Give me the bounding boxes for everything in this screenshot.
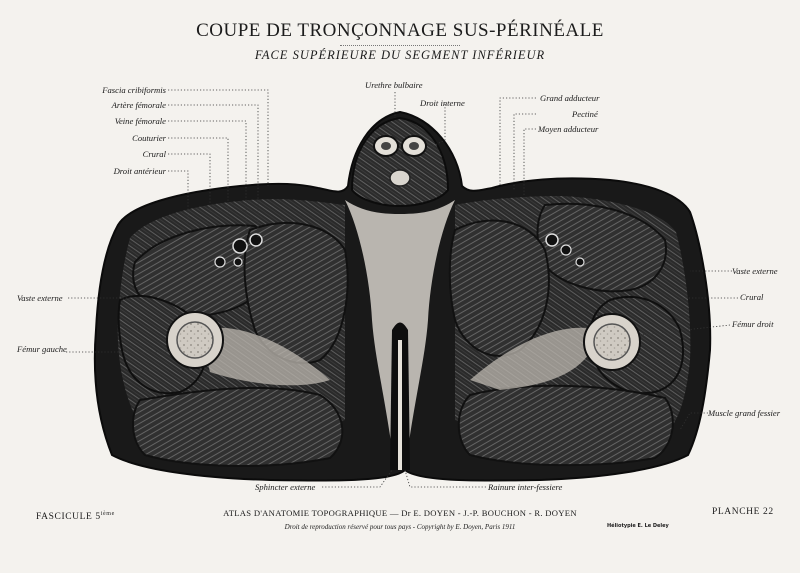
femur-left-shape <box>167 312 223 368</box>
label-muscle-grand-fessier: Muscle grand fessier <box>708 408 781 418</box>
fascicule-number: FASCICULE 5 <box>36 512 101 523</box>
label-sphincter-externe: Sphincter externe <box>255 482 316 492</box>
page-title: COUPE DE TRONÇONNAGE SUS-PÉRINÉALE <box>196 20 604 41</box>
fascicule-superscript: ième <box>100 511 115 517</box>
label-vaste-externe-right: Vaste externe <box>732 266 778 276</box>
page-subtitle: FACE SUPÉRIEURE DU SEGMENT INFÉRIEUR <box>254 48 546 62</box>
label-veine-femorale: Veine fémorale <box>114 116 166 126</box>
label-droit-anterieur: Droit antérieur <box>113 166 166 176</box>
planche-number: PLANCHE 22 <box>712 507 774 517</box>
copyright-notice: Droit de reproduction réservé pour tous pays - Copyright by E. Doyen, Paris 1911 <box>284 523 516 531</box>
label-moyen-adducteur: Moyen adducteur <box>538 124 599 134</box>
femur-right-shape <box>584 314 640 370</box>
label-crural-left: Crural <box>142 149 166 159</box>
printer-mark: Héliotypie E. Le Deley <box>607 523 669 529</box>
label-droit-interne: Droit interne <box>420 98 465 108</box>
label-vaste-externe-left: Vaste externe <box>17 293 63 303</box>
label-couturier: Couturier <box>132 133 166 143</box>
label-rainure-inter-fessiere: Rainure inter-fessiere <box>488 482 563 492</box>
label-femur-droit: Fémur droit <box>732 319 774 329</box>
atlas-credit: ATLAS D'ANATOMIE TOPOGRAPHIQUE — Dr E. DOYEN - J.-P. BOUCHON - R. DOYEN <box>223 508 577 518</box>
label-femur-gauche: Fémur gauche <box>17 344 67 354</box>
label-grand-adducteur: Grand adducteur <box>540 93 600 103</box>
label-pectine: Pectiné <box>572 109 598 119</box>
label-crural-right: Crural <box>740 292 764 302</box>
label-fascia-cribiformis: Fascia cribiformis <box>102 85 166 95</box>
fascicule-label <box>36 511 115 522</box>
label-urethre-bulbaire: Urethre bulbaire <box>365 80 423 90</box>
label-artere-femorale: Artère fémorale <box>111 100 166 110</box>
